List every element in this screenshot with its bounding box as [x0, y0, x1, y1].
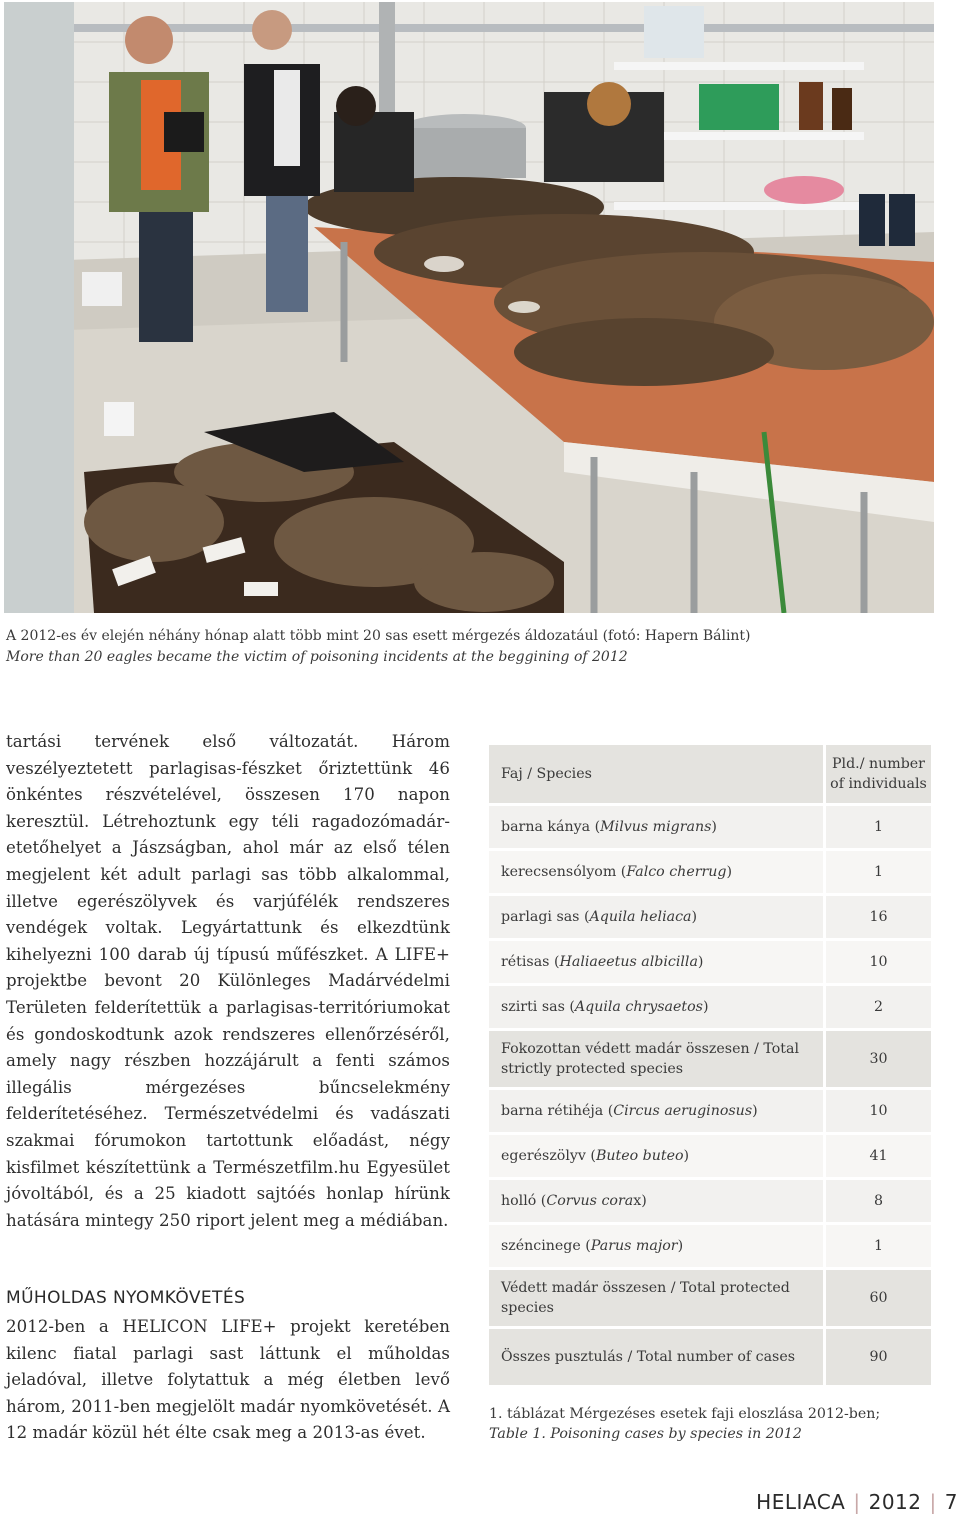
page-footer [756, 1490, 958, 1514]
species-cell: holló (Corvus corax) [489, 1180, 823, 1225]
subtotal-value: 30 [823, 1031, 931, 1090]
photo-caption-hu: A 2012-es év elején néhány hónap alatt több mint 20 sas esett mérgezés áldozatául (fotó: Hapern Bálint) [6, 628, 751, 644]
species-table [489, 745, 931, 1388]
photographer-4 [544, 82, 664, 182]
species-cell: parlagi sas (Aquila heliaca) [489, 896, 823, 941]
subtotal-row-protected [489, 1270, 931, 1329]
species-cell: kerecsensólyom (Falco cherrug) [489, 851, 823, 896]
species-cell: barna kánya (Milvus migrans) [489, 806, 823, 851]
table-caption-en: Table 1. Poisoning cases by species in 2012 [489, 1426, 802, 1442]
table-row [489, 1180, 931, 1225]
body-paragraph-2: 2012-ben a HELICON LIFE+ projekt keretében kilenc fiatal parlagi sast láttunk el műholdas jeladóval, illetve folytattuk a még életben levő három, 2011-ben megjelölt madár nyomkövetését. A 12 madár közül hét élte csak meg a 2013-as évet. [6, 1317, 450, 1443]
count-cell: 16 [823, 896, 931, 941]
table-row [489, 1090, 931, 1135]
count-cell: 10 [823, 941, 931, 986]
count-cell: 2 [823, 986, 931, 1031]
table-row [489, 1225, 931, 1270]
total-row [489, 1329, 931, 1388]
count-cell: 8 [823, 1180, 931, 1225]
table-row [489, 1135, 931, 1180]
header-species: Faj / Species [489, 745, 823, 806]
species-cell: szirti sas (Aquila chrysaetos) [489, 986, 823, 1031]
footer-separator: | [929, 1490, 937, 1514]
total-value: 90 [823, 1329, 931, 1388]
table-row [489, 851, 931, 896]
count-cell: 1 [823, 851, 931, 896]
article-body-2 [6, 1314, 450, 1447]
page-number: 7 [944, 1490, 958, 1514]
section-title: MŰHOLDAS NYOMKÖVETÉS [6, 1288, 246, 1308]
journal-year: 2012 [868, 1490, 922, 1514]
header-number: Pld./ number of individuals [823, 745, 931, 806]
count-cell: 1 [823, 1225, 931, 1270]
table-row [489, 941, 931, 986]
subtotal-label: Fokozottan védett madár összesen / Total strictly protected species [489, 1031, 823, 1090]
photo-illustration [4, 2, 934, 613]
species-cell: egerészölyv (Buteo buteo) [489, 1135, 823, 1180]
body-paragraph-1: tartási tervének első változatát. Három veszélyeztetett parlagisas-fészket őriztettünk 46 önkéntes részvételével, összesen 170 napon keresztül. Létrehoztunk egy téli ragadozómadár-etetőhelyet a Jászságban, ahol már az első télen megjelent két adult parlagi sas több alkalommal, illetve egerészölyvek és varjúfélék rendszeres vendégek voltak. Legyártattunk és elkezdtünk kihelyezni 100 darab új típusú műfészket. A LIFE+ projektbe bevont 20 Különleges Madárvédelmi Területen felderítettük a parlagisas-territóriumokat és gondoskodtunk azok rendszeres ellenőrzéséről, amely nagy részben hozzájárult a fenti számos illegális mérgezéses bűncselekmény felderítetéséhez. Természetvédelmi és vadászati szakmai fórumokon tartottunk előadást, négy kisfilmet készítettünk a Természetfilm.hu Egyesület jóvoltából, és a 25 kiadott sajtóés honlap hírünk hatására mintegy 250 riport jelent meg a médiában. [6, 732, 450, 1230]
subtotal-row-strictly-protected [489, 1031, 931, 1090]
article-body [6, 729, 450, 1234]
table-row [489, 806, 931, 851]
count-cell: 41 [823, 1135, 931, 1180]
footer-separator: | [853, 1490, 861, 1514]
species-cell: rétisas (Haliaeetus albicilla) [489, 941, 823, 986]
photo-caption [6, 626, 936, 668]
table-row [489, 896, 931, 941]
photo-caption-en: More than 20 eagles became the victim of poisoning incidents at the beggining of 2012 [6, 649, 628, 665]
count-cell: 1 [823, 806, 931, 851]
table-caption [489, 1404, 880, 1444]
count-cell: 10 [823, 1090, 931, 1135]
subtotal-value: 60 [823, 1270, 931, 1329]
table-caption-hu: 1. táblázat Mérgezéses esetek faji eloszlása 2012-ben; [489, 1406, 881, 1422]
total-label: Összes pusztulás / Total number of cases [489, 1329, 823, 1388]
table-header-row [489, 745, 931, 806]
article-photo [4, 2, 934, 613]
table-row [489, 986, 931, 1031]
journal-name: HELIACA [756, 1490, 846, 1514]
species-cell: barna rétihéja (Circus aeruginosus) [489, 1090, 823, 1135]
species-cell: széncinege (Parus major) [489, 1225, 823, 1270]
subtotal-label: Védett madár összesen / Total protected species [489, 1270, 823, 1329]
